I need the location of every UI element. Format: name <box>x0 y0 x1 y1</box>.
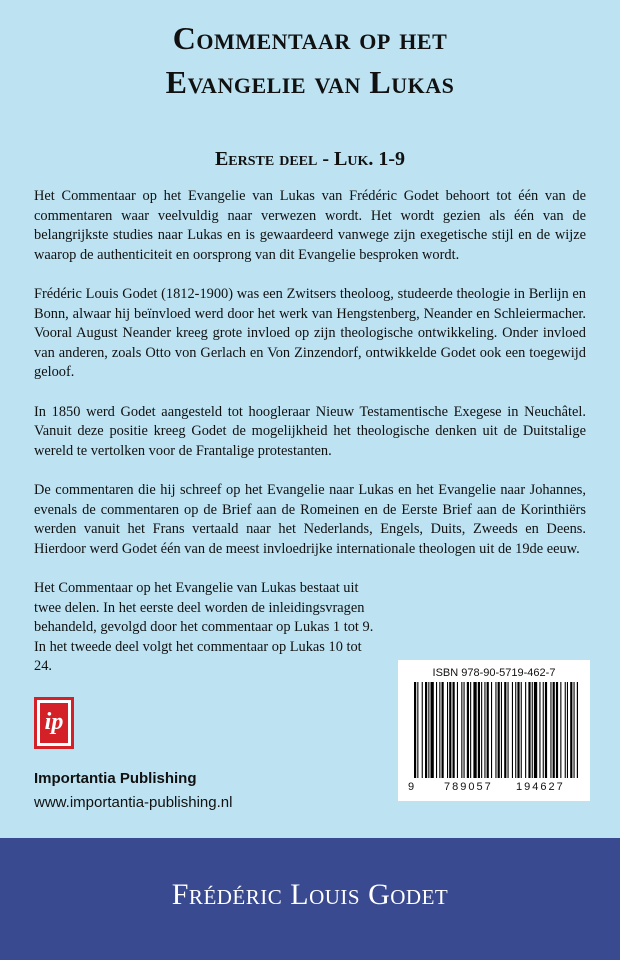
barcode-bar <box>565 682 566 778</box>
barcode-bar <box>517 682 519 778</box>
barcode-digit-group-2: 194627 <box>516 781 565 793</box>
barcode-bar <box>481 682 482 778</box>
publisher-logo-mark: ip <box>40 703 68 743</box>
barcode-bar <box>550 682 551 778</box>
barcode-bar <box>447 682 448 778</box>
barcode-bars <box>414 682 578 778</box>
barcode-bar <box>567 682 568 778</box>
barcode-bar <box>512 682 513 778</box>
barcode-bar <box>553 682 555 778</box>
barcode-bar <box>473 682 476 778</box>
barcode-bar <box>521 682 522 778</box>
publisher-name: Importantia Publishing <box>34 770 197 787</box>
blurb-paragraph: Frédéric Louis Godet (1812-1900) was een Zwitsers theoloog, studeerde theologie in Berlijn en Bonn, alwaar hij beïnvloed werd door het werk van Hengstenberg, Neander en Schleiermacher. Vooral August Neander kreeg grote invloed op zijn theologische ontwikkeling. Onder invloed van anderen, zoals Otto von Gerlach en Von Zinzendorf, ontwikkelde Godet ook een toegewijd geloof. <box>34 286 586 380</box>
barcode <box>398 660 590 801</box>
author-name: Frédéric Louis Godet <box>171 878 449 911</box>
blurb-paragraph: Het Commentaar op het Evangelie van Lukas bestaat uit twee delen. In het eerste deel worden de inleidingsvragen behandeld, gevolgd door het commentaar op Lukas 1 tot 9. In het tweede deel volgt het commentaar op Lukas 10 tot 24. <box>34 580 374 674</box>
barcode-bar <box>457 682 458 778</box>
blurb-paragraph: In 1850 werd Godet aangesteld tot hoogleraar Nieuw Testamentische Exegese in Neuchâtel. Vanuit deze positie kreeg Godet de mogelijkheid het theologische denken uit de Duitstalige wereld te vertolken voor de Frantalige protestanten. <box>34 403 586 459</box>
barcode-bar <box>498 682 500 778</box>
barcode-bar <box>464 682 465 778</box>
barcode-bar <box>461 682 462 778</box>
barcode-bar <box>484 682 485 778</box>
barcode-bar <box>442 682 444 778</box>
barcode-bar <box>495 682 496 778</box>
barcode-bar <box>534 682 537 778</box>
barcode-bar <box>422 682 423 778</box>
publisher-logo <box>34 697 74 749</box>
book-subtitle: Eerste deel - Luk. 1-9 <box>214 148 406 170</box>
barcode-bar <box>539 682 540 778</box>
barcode-bar <box>436 682 437 778</box>
author-band <box>0 838 620 960</box>
barcode-bar <box>508 682 509 778</box>
barcode-bar <box>574 682 575 778</box>
barcode-bar <box>425 682 427 778</box>
book-title <box>0 16 620 104</box>
title-line-1: Commentaar op het <box>172 20 448 56</box>
barcode-bar <box>449 682 451 778</box>
isbn-label: ISBN 978-90-5719-462-7 <box>432 667 556 679</box>
barcode-bar <box>570 682 572 778</box>
barcode-bar <box>525 682 526 778</box>
barcode-bar <box>467 682 469 778</box>
barcode-bar <box>501 682 502 778</box>
blurb-paragraph: De commentaren die hij schreef op het Evangelie naar Lukas en het Evangelie naar Johannes, evenals de commentaren op de Brief aan de Romeinen en de Eerste Brief aan de Korinthiërs werden vanuit het Frans vertaald naar het Nederlands, Engels, Duits, Zweeds en Deens. Hierdoor werd Godet één van de meest invloedrijke internationale theologen uit de 19de eeuw. <box>34 482 586 557</box>
barcode-bar <box>414 682 416 778</box>
blurb <box>34 187 586 697</box>
barcode-bar <box>545 682 547 778</box>
barcode-bar <box>556 682 558 778</box>
barcode-bar <box>528 682 530 778</box>
barcode-bar <box>453 682 455 778</box>
barcode-bar <box>577 682 578 778</box>
barcode-digits <box>404 781 588 795</box>
barcode-bar <box>532 682 533 778</box>
barcode-bar <box>417 682 418 778</box>
blurb-paragraph: Het Commentaar op het Evangelie van Lukas van Frédéric Godet behoort tot één van de commentaren waar veelvuldig naar verwezen wordt. Het wordt gezien als één van de belangrijkste studies naar Lukas en is gewaardeerd vanwege zijn exegetische stijl en de wijze waarop de authenticiteit en oorsprong van dit Evangelie besproken wordt. <box>34 188 586 263</box>
barcode-bar <box>515 682 516 778</box>
title-line-2: Evangelie van Lukas <box>165 64 455 100</box>
barcode-bar <box>428 682 429 778</box>
barcode-bar <box>504 682 506 778</box>
barcode-bar <box>543 682 544 778</box>
barcode-bar <box>487 682 489 778</box>
barcode-digit-group-1: 789057 <box>444 781 493 793</box>
barcode-digit-lead: 9 <box>408 781 415 793</box>
barcode-bar <box>470 682 471 778</box>
barcode-bar <box>439 682 440 778</box>
publisher-website[interactable]: www.importantia-publishing.nl <box>34 794 233 811</box>
barcode-bar <box>478 682 480 778</box>
barcode-bar <box>560 682 561 778</box>
barcode-bar <box>491 682 492 778</box>
barcode-bar <box>431 682 434 778</box>
